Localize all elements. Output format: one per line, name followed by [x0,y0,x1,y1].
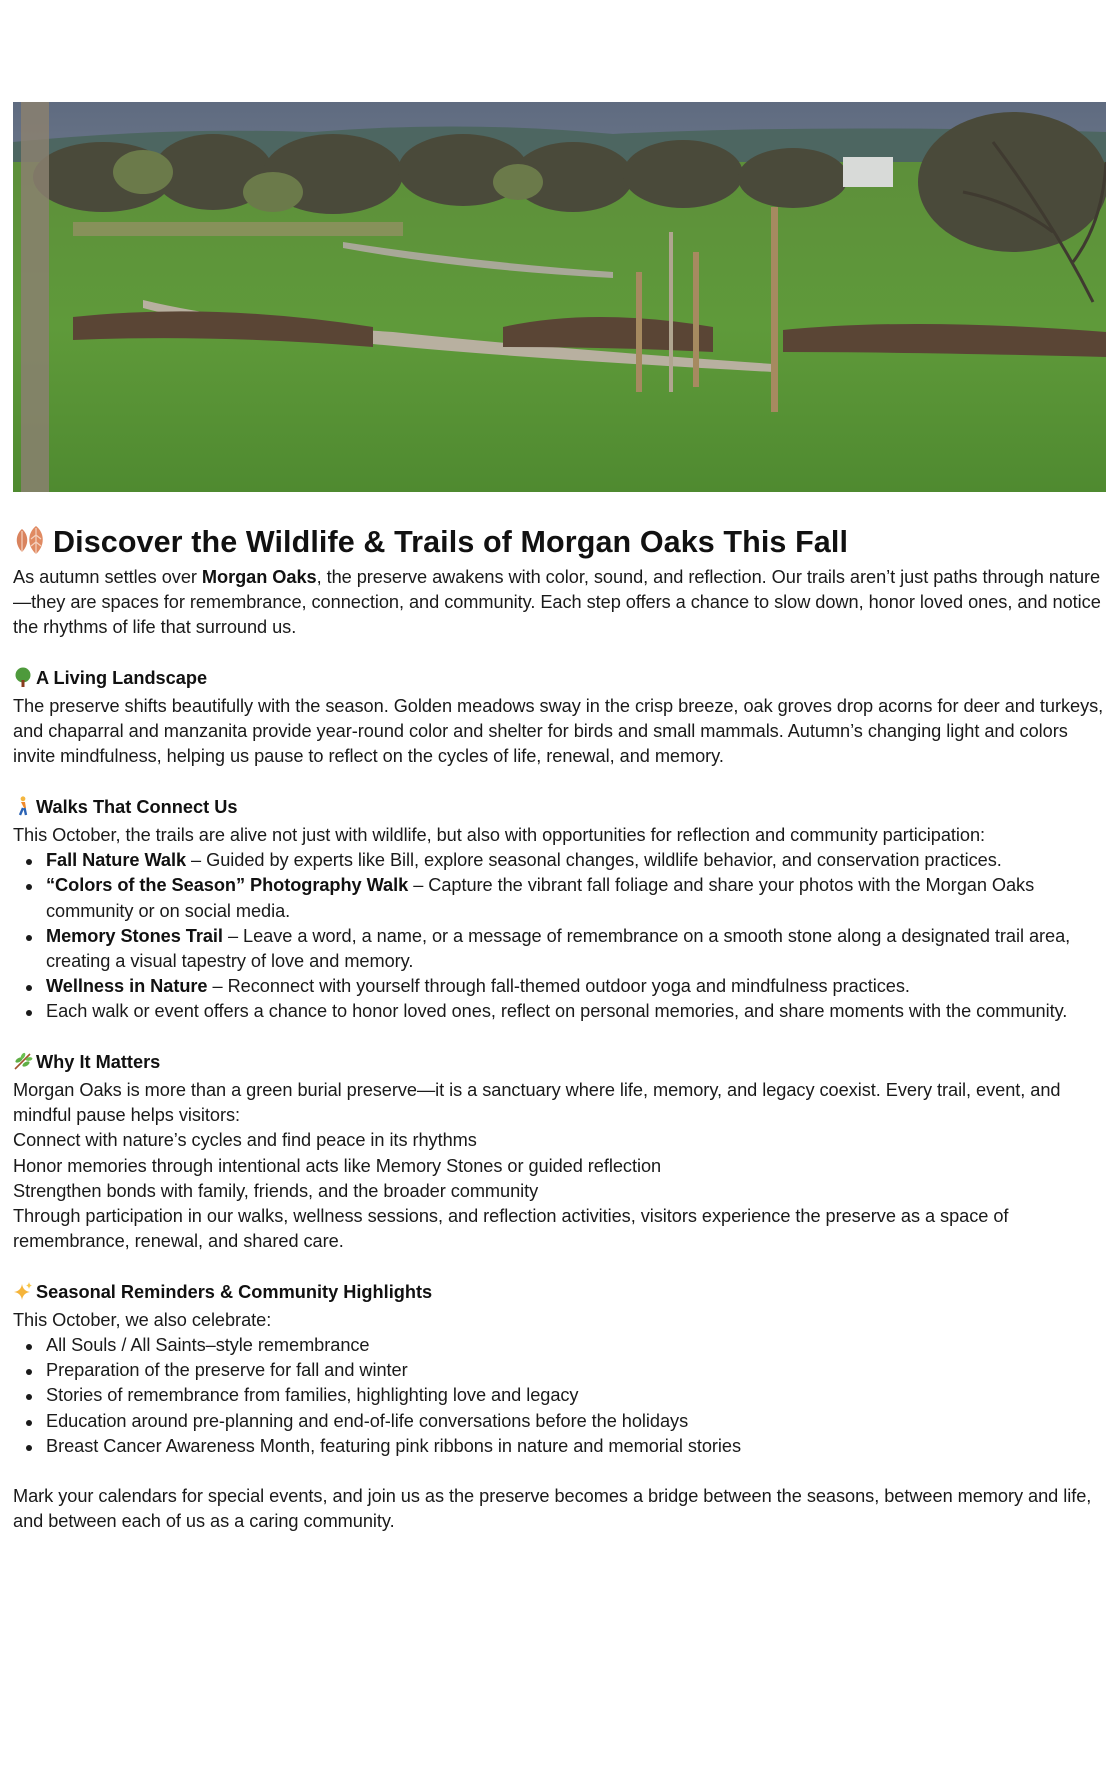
list-item: Wellness in Nature – Reconnect with yourself through fall-themed outdoor yoga and mindfulness practices. [13,974,1108,999]
section-living-landscape [13,666,1108,770]
list-item: Each walk or event offers a chance to honor loved ones, reflect on personal memories, and share moments with the community. [13,999,1108,1024]
section-intro: This October, we also celebrate: [13,1309,272,1330]
section-intro: Morgan Oaks is more than a green burial preserve—it is a sanctuary where life, memory, and legacy coexist. Every trail, event, and mindful pause helps visitors: [13,1080,1061,1126]
brand-name: Morgan Oaks [201,567,317,587]
list-item: Education around pre-planning and end-of-life conversations before the holidays [13,1409,1108,1434]
sparkles-icon [13,1281,33,1308]
section-heading: A Living Landscape [13,666,1108,694]
list-item: Fall Nature Walk – Guided by experts like Bill, explore seasonal changes, wildlife behavior, and conservation practices. [13,848,1108,873]
fallen-leaves-icon [13,525,47,565]
person-walking-icon [13,796,33,823]
section-heading: Why It Matters [13,1050,1108,1078]
landscape-image [13,102,1106,492]
section-seasonal [13,1280,1108,1459]
list-item: All Souls / All Saints–style remembrance [13,1333,1108,1358]
section-walks [13,795,1108,1025]
article [13,522,1108,1535]
benefit-line: Connect with nature’s cycles and find peace in its rhythms [13,1130,477,1151]
hero-photo [13,102,1106,492]
list-item: “Colors of the Season” Photography Walk – Capture the vibrant fall foliage and share your photos with the Morgan Oaks community or on social media. [13,873,1108,923]
section-body: The preserve shifts beautifully with the season. Golden meadows sway in the crisp breeze, oak groves drop acorns for deer and turkeys, and chaparral and manzanita provide year-round color and shelter for birds and small mammals. Autumn’s changing light and colors invite mindfulness, helping us pause to reflect on the cycles of life, renewal, and memory. [13,696,1104,767]
benefit-line: Strengthen bonds with family, friends, and the broader community [13,1180,539,1201]
list-item: Preparation of the preserve for fall and winter [13,1358,1108,1383]
section-why-it-matters [13,1050,1108,1255]
list-item: Memory Stones Trail – Leave a word, a name, or a message of remembrance on a smooth stone along a designated trail area, creating a visual tapestry of love and memory. [13,924,1108,974]
seasonal-list [13,1333,1108,1459]
section-heading: Walks That Connect Us [13,795,1108,823]
title-text: Discover the Wildlife & Trails of Morgan Oaks This Fall [53,525,849,559]
intro-paragraph: As autumn settles over Morgan Oaks, the preserve awakens with color, sound, and reflection. Our trails aren’t just paths through nature—they are spaces for remembrance, connection, and community. Each step offers a chance to slow down, honor loved ones, and notice the rhythms of life that surround us. [13,567,1101,638]
closing-paragraph: Mark your calendars for special events, and join us as the preserve becomes a bridge between the seasons, between memory and life, and between each of us as a caring community. [13,1486,1092,1532]
section-heading: Seasonal Reminders & Community Highlights [13,1280,1108,1308]
section-intro: This October, the trails are alive not just with wildlife, but also with opportunities for reflection and community participation: [13,825,986,845]
deciduous-tree-icon [13,667,33,694]
page-title [13,522,1108,565]
list-item: Stories of remembrance from families, highlighting love and legacy [13,1383,1108,1408]
herb-icon [13,1051,33,1078]
benefit-line: Honor memories through intentional acts like Memory Stones or guided reflection [13,1155,662,1176]
section-outro: Through participation in our walks, wellness sessions, and reflection activities, visitors experience the preserve as a space of remembrance, renewal, and shared care. [13,1206,1009,1252]
list-item: Breast Cancer Awareness Month, featuring pink ribbons in nature and memorial stories [13,1434,1108,1459]
walks-list [13,848,1108,1024]
